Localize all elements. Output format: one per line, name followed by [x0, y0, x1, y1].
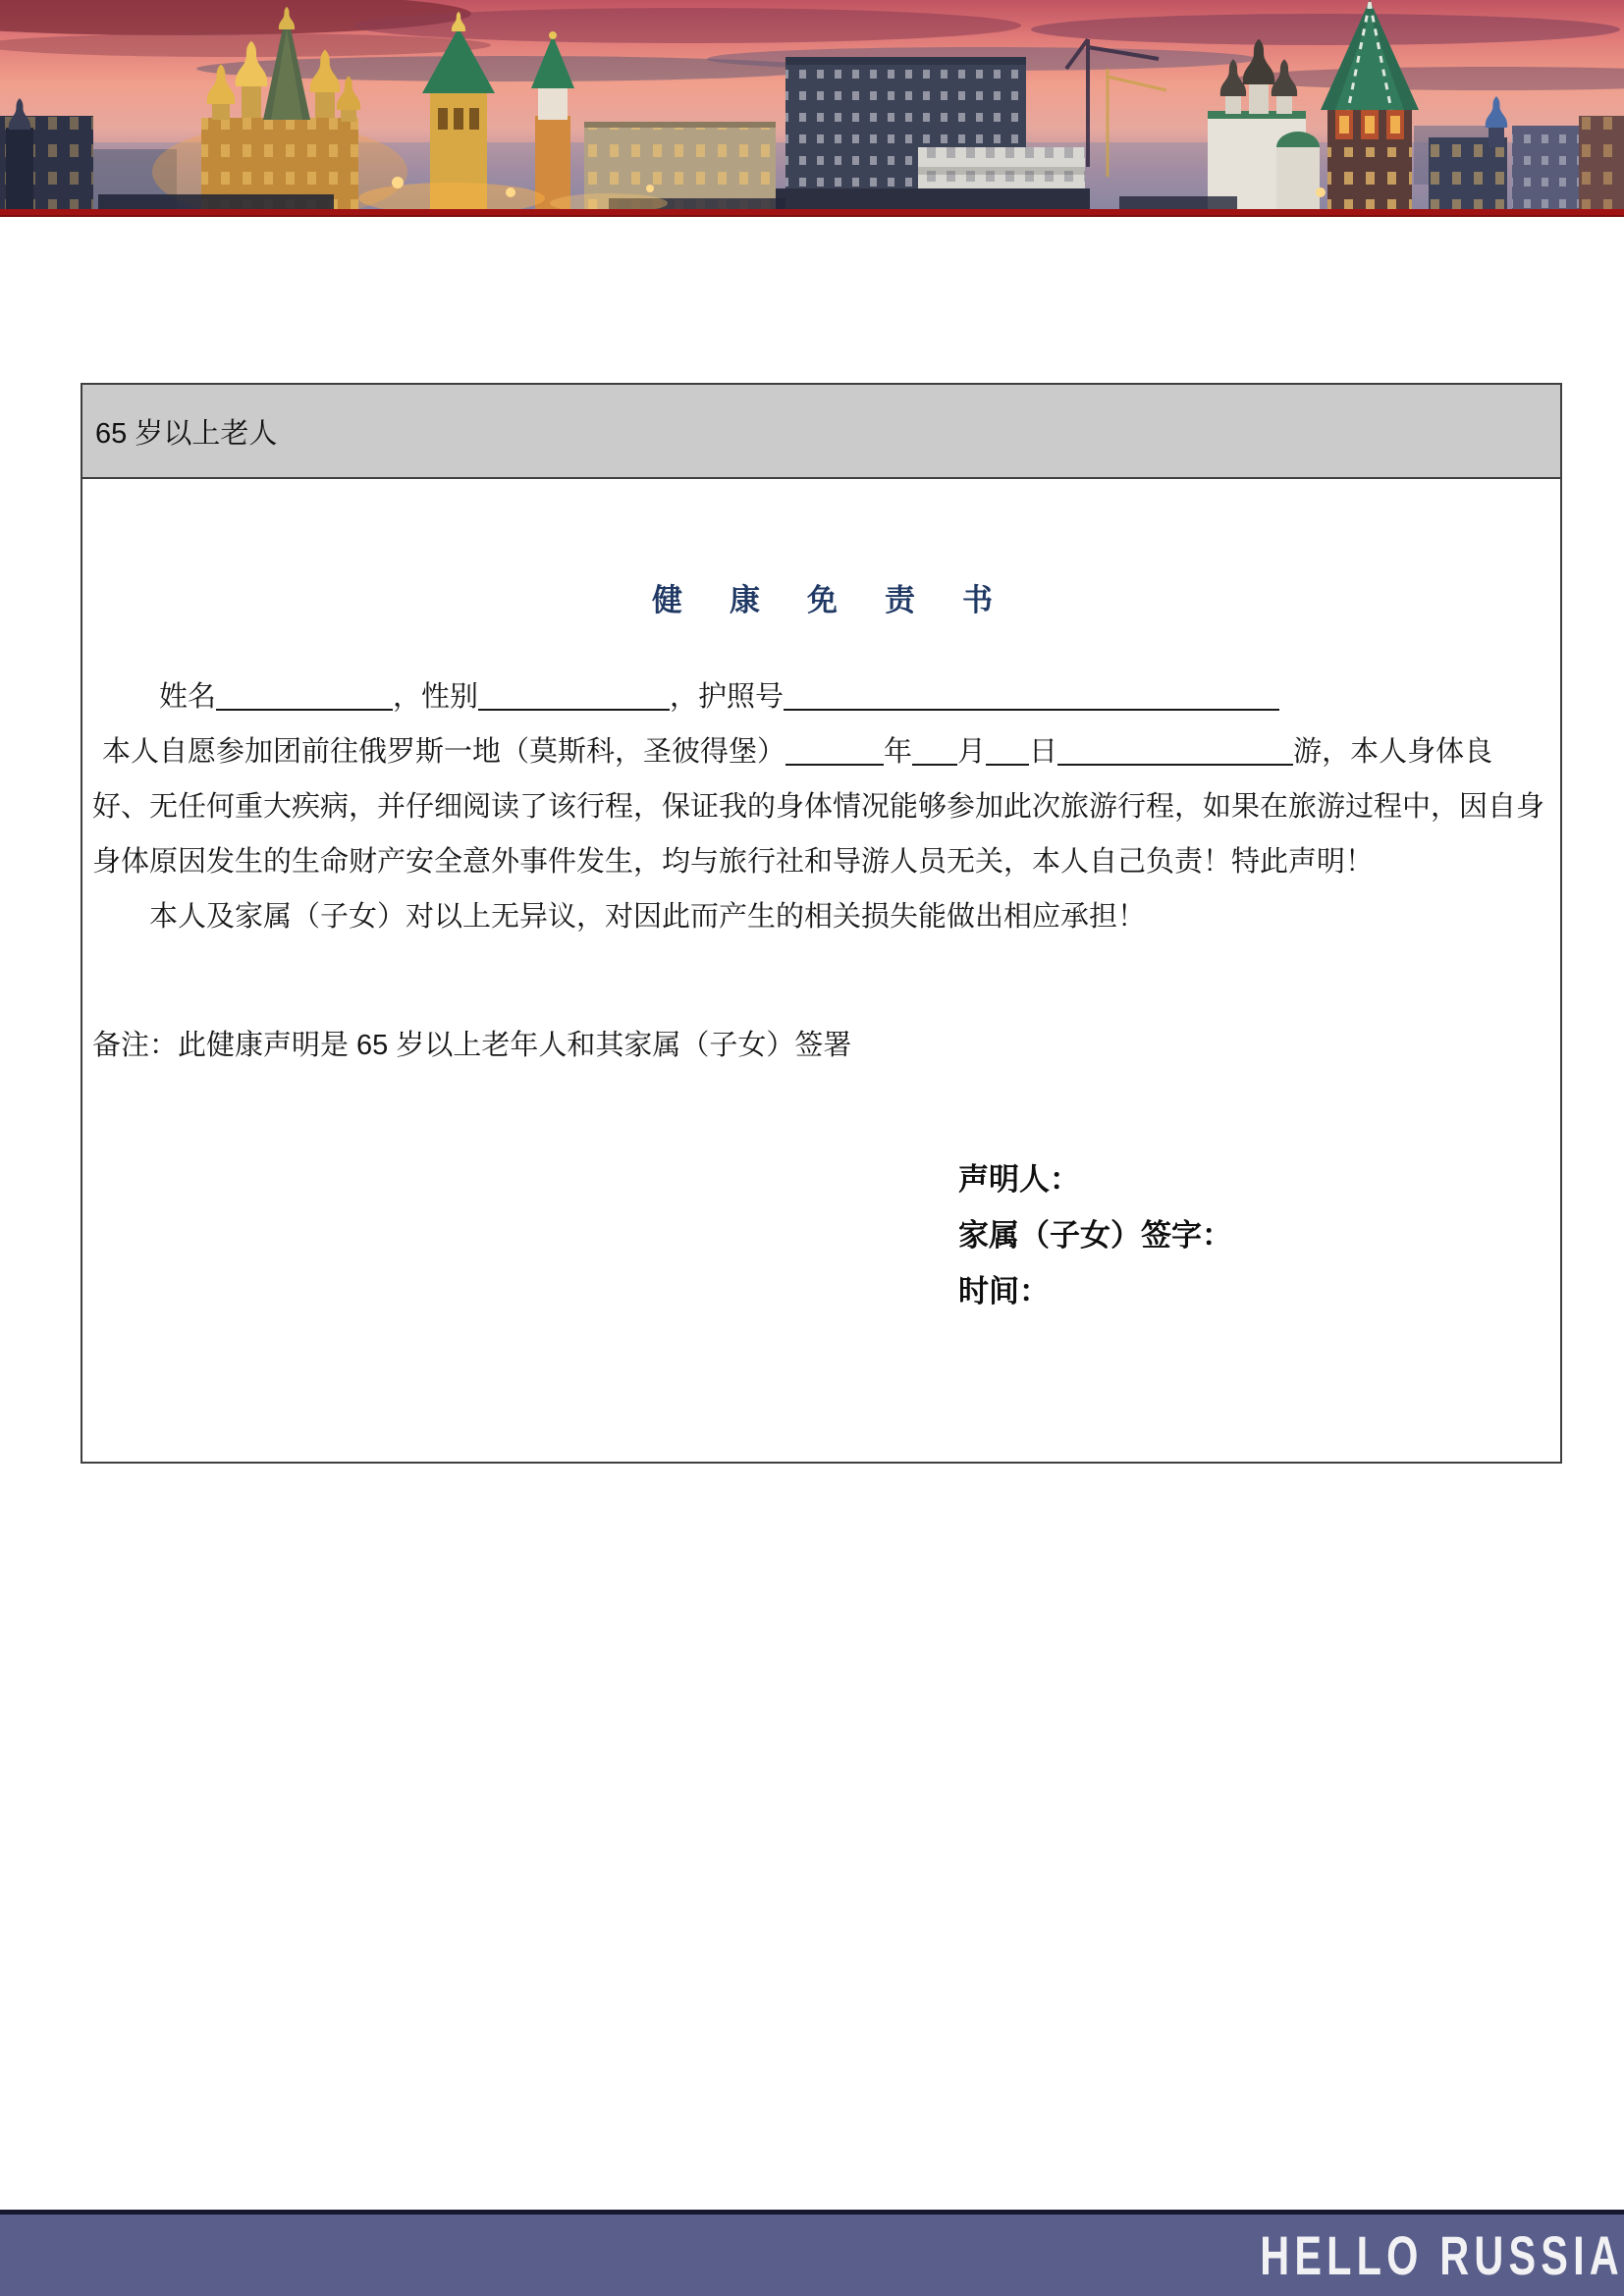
passport-label: ，护照号: [670, 681, 785, 713]
trip-tail-text: 游，本人身体良: [1293, 736, 1493, 768]
family-signature-label: 家属（子女）签字：: [958, 1218, 1232, 1253]
year-blank-field: [785, 764, 884, 766]
gender-blank-field: [478, 709, 670, 711]
table-body-cell: [82, 479, 1560, 1462]
name-blank-field: [216, 709, 393, 711]
paragraph-line: 本人及家属（子女）对以上无异议，对因此而产生的相关损失能做出相应承担！: [149, 901, 1147, 933]
header-red-divider: [0, 209, 1624, 217]
declarant-signature-label: 声明人：: [958, 1162, 1080, 1197]
footer-brand-text: HELLO RUSSIA: [1260, 2224, 1624, 2286]
tour-blank-field: [1057, 764, 1293, 766]
trip-lead-text: 本人自愿参加团前往俄罗斯一地（莫斯科，圣彼得堡）: [102, 736, 786, 768]
name-label: 姓名: [159, 681, 217, 713]
form-line-trip-date: [92, 724, 1552, 779]
form-line-name-gender-passport: [92, 669, 1552, 724]
paragraph-line: 身体原因发生的生命财产安全意外事件发生，均与旅行社和导游人员无关，本人自己负责！特此声明！: [92, 846, 1375, 878]
day-label: 日: [1029, 736, 1058, 768]
note-line: 备注：此健康声明是 65 岁以上老年人和其家属（子女）签署: [92, 1030, 852, 1061]
year-label: 年: [884, 736, 913, 768]
gender-label: ，性别: [393, 681, 479, 713]
health-waiver-table: [81, 383, 1562, 1464]
table-header-row: [82, 385, 1560, 479]
time-label: 时间：: [958, 1274, 1050, 1308]
signature-block: [958, 1151, 1552, 1319]
table-header-label: 65 岁以上老人: [95, 417, 278, 450]
day-blank-field: [986, 764, 1029, 766]
declaration-text: [92, 669, 1552, 944]
month-label: 月: [957, 736, 987, 768]
footer-bar: [0, 2210, 1624, 2296]
document-title: 健康免责书: [652, 583, 1040, 617]
header-cityscape-image: [0, 0, 1624, 209]
paragraph-line: 好、无任何重大疾病，并仔细阅读了该行程，保证我的身体情况能够参加此次旅游行程，如果在旅游过程中，因自身: [92, 791, 1545, 823]
month-blank-field: [912, 764, 957, 766]
passport-blank-field: [784, 709, 1279, 711]
